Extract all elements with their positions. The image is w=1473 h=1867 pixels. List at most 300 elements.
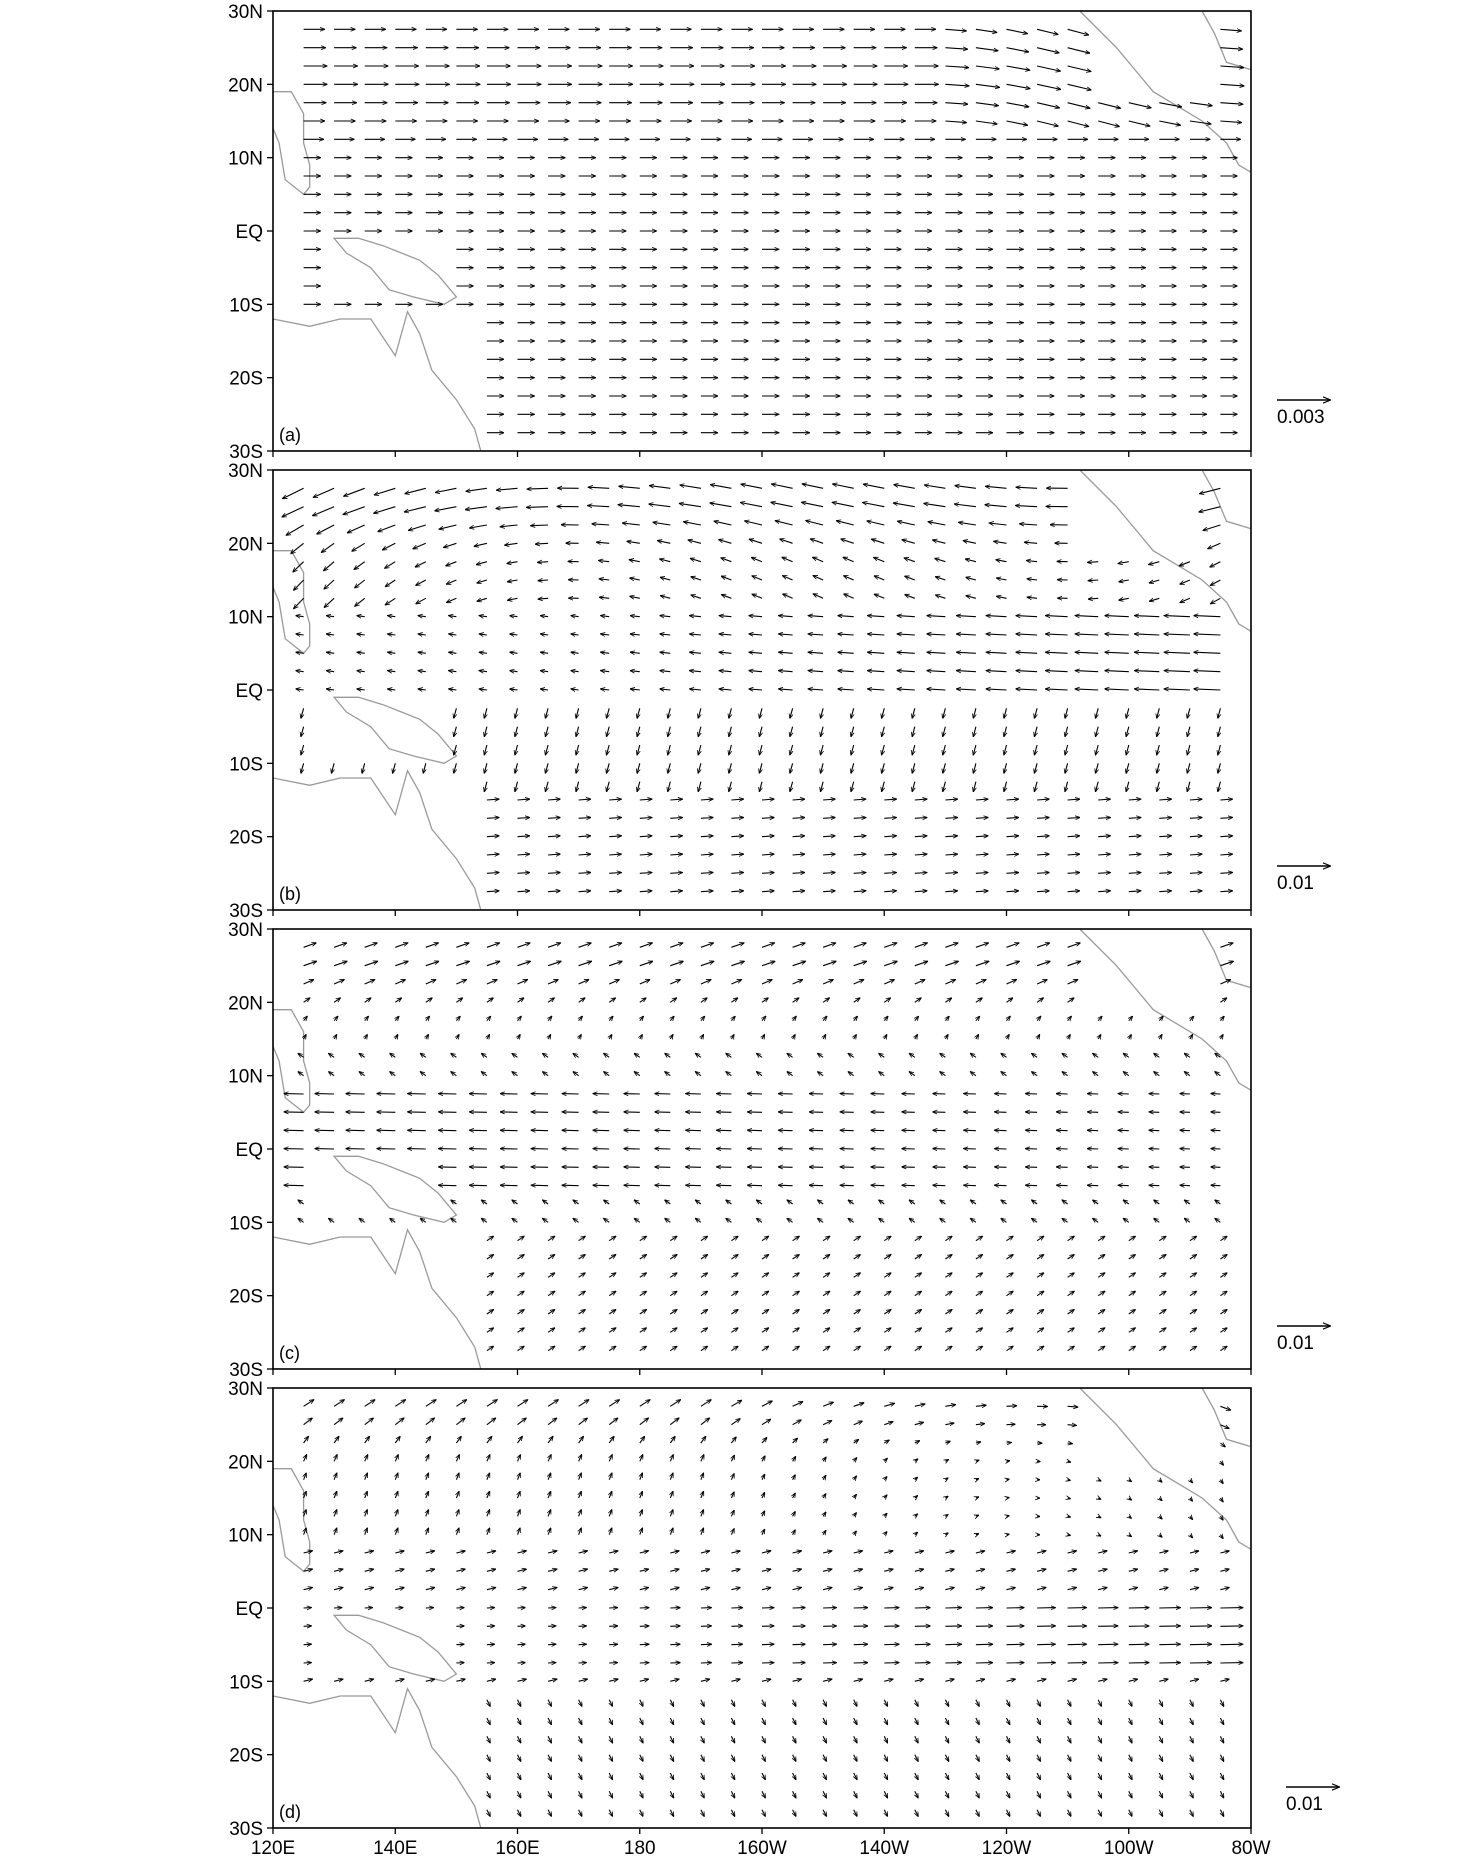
wind-vector xyxy=(640,1236,647,1240)
wind-vector xyxy=(1190,1736,1193,1743)
wind-vector xyxy=(695,1200,701,1204)
wind-vector xyxy=(418,616,426,617)
wind-vector xyxy=(418,634,426,635)
wind-vector xyxy=(731,1588,740,1590)
wind-vector xyxy=(945,1255,952,1259)
wind-vector xyxy=(884,961,897,965)
wind-vector xyxy=(897,634,915,635)
wind-vector xyxy=(479,671,487,672)
coastline-segment xyxy=(273,1230,481,1369)
wind-vector xyxy=(1098,121,1119,127)
wind-vector xyxy=(1068,1679,1077,1681)
wind-vector xyxy=(854,1236,861,1240)
wind-vector xyxy=(759,727,762,737)
wind-vector xyxy=(665,1200,671,1204)
wind-vector xyxy=(395,961,408,965)
wind-vector xyxy=(823,1328,830,1332)
wind-vector xyxy=(1220,48,1242,50)
wind-vector xyxy=(823,873,835,874)
wind-vector xyxy=(670,1418,679,1425)
wind-vector xyxy=(793,1457,796,1462)
wind-vector xyxy=(940,1218,946,1222)
wind-vector xyxy=(571,616,579,617)
wind-vector xyxy=(945,1718,948,1725)
wind-vector xyxy=(731,998,737,1002)
wind-vector xyxy=(902,1185,915,1186)
wind-vector xyxy=(793,1512,796,1517)
wind-vector xyxy=(1194,652,1221,653)
wind-vector xyxy=(439,1130,457,1131)
wind-vector xyxy=(1093,1200,1099,1204)
wind-vector xyxy=(609,799,621,800)
wind-vector xyxy=(793,1438,798,1443)
wind-vector xyxy=(1098,1035,1101,1039)
wind-vector xyxy=(945,1496,948,1498)
wind-vector xyxy=(1096,763,1099,773)
wind-vector xyxy=(854,1291,861,1295)
wind-vector xyxy=(515,763,518,773)
wind-vector xyxy=(487,1418,496,1425)
wind-vector xyxy=(515,782,518,792)
wind-vector xyxy=(444,543,457,547)
wind-vector xyxy=(1180,1185,1190,1186)
wind-vector xyxy=(731,1700,734,1707)
wind-vector xyxy=(823,1291,830,1295)
wind-vector xyxy=(518,1551,527,1553)
wind-vector xyxy=(426,1679,435,1681)
wind-vector xyxy=(762,1016,766,1020)
wind-vector xyxy=(854,1531,857,1535)
wind-vector xyxy=(1027,597,1037,598)
wind-vector xyxy=(304,998,310,1002)
wind-vector xyxy=(874,558,885,562)
wind-vector xyxy=(874,594,884,598)
wind-vector xyxy=(851,708,854,718)
wind-vector xyxy=(1190,1700,1193,1707)
wind-vector xyxy=(545,727,548,737)
wind-vector xyxy=(548,799,560,800)
wind-vector xyxy=(940,1200,946,1204)
wind-vector xyxy=(540,652,548,653)
wind-vector xyxy=(1016,671,1037,672)
wind-vector xyxy=(1098,1291,1105,1295)
wind-vector xyxy=(936,595,946,598)
wind-vector xyxy=(1123,1200,1129,1204)
wind-vector xyxy=(1154,1200,1160,1204)
wind-vector xyxy=(670,799,682,800)
wind-vector xyxy=(454,727,457,737)
wind-vector xyxy=(548,1718,551,1725)
wind-vector xyxy=(1098,1328,1105,1332)
wind-vector xyxy=(957,616,976,617)
wind-vector xyxy=(609,1588,618,1590)
wind-vector xyxy=(1187,763,1190,773)
wind-vector xyxy=(940,1072,946,1076)
wind-vector xyxy=(601,652,610,653)
wind-vector xyxy=(762,1493,765,1498)
wind-vector xyxy=(915,1035,918,1039)
wind-vector xyxy=(619,486,640,488)
wind-vector xyxy=(933,1130,946,1131)
wind-vector xyxy=(1007,799,1019,800)
wind-vector xyxy=(726,1200,732,1204)
wind-vector xyxy=(1129,1535,1132,1537)
wind-vector xyxy=(454,763,457,773)
wind-vector xyxy=(640,1035,643,1039)
wind-vector xyxy=(1007,1273,1014,1277)
wind-vector xyxy=(854,873,866,874)
wind-vector xyxy=(976,48,998,51)
wind-vector xyxy=(640,961,653,965)
wind-vector xyxy=(779,671,793,672)
wind-vector xyxy=(1129,103,1151,108)
wind-vector xyxy=(548,1510,551,1517)
wind-vector xyxy=(388,689,396,690)
wind-vector xyxy=(1068,1328,1075,1332)
wind-vector xyxy=(1190,836,1202,837)
wind-vector xyxy=(609,1528,612,1535)
wind-vector xyxy=(416,598,426,603)
wind-vector xyxy=(854,1679,863,1681)
wind-vector xyxy=(793,1016,797,1020)
wind-vector xyxy=(508,598,518,600)
wind-vector xyxy=(573,1053,579,1057)
wind-vector xyxy=(1220,1700,1223,1707)
wind-vector xyxy=(793,1530,796,1535)
wind-vector xyxy=(456,1644,464,1645)
wind-vector xyxy=(548,854,560,855)
wind-vector xyxy=(298,1218,304,1222)
coastline-segment xyxy=(273,771,481,910)
wind-vector xyxy=(665,1072,671,1076)
wind-vector xyxy=(1190,1255,1197,1259)
wind-vector xyxy=(884,1718,887,1725)
wind-vector xyxy=(915,818,927,819)
wind-vector xyxy=(298,1053,304,1057)
wind-vector xyxy=(976,1255,983,1259)
wind-vector xyxy=(576,745,579,755)
wind-vector xyxy=(630,652,640,653)
wind-vector xyxy=(426,1400,436,1407)
wind-vector xyxy=(365,1588,374,1590)
wind-vector xyxy=(609,961,622,965)
wind-vector xyxy=(609,1400,619,1407)
wind-vector xyxy=(487,1473,490,1480)
wind-vector xyxy=(640,1810,643,1817)
wind-vector xyxy=(609,1418,618,1425)
wind-vector xyxy=(304,1455,307,1462)
wind-vector xyxy=(731,1310,738,1314)
wind-vector xyxy=(670,1436,675,1443)
wind-vector xyxy=(670,1569,679,1571)
wind-vector xyxy=(579,1400,589,1407)
wind-vector xyxy=(474,543,487,546)
wind-vector xyxy=(1159,1255,1166,1259)
wind-vector xyxy=(1046,634,1068,635)
wind-vector xyxy=(1037,121,1058,126)
wind-vector xyxy=(298,1072,304,1076)
wind-vector xyxy=(1037,998,1043,1002)
wind-vector xyxy=(787,1072,793,1076)
wind-vector xyxy=(593,1185,609,1186)
wind-vector xyxy=(365,1436,370,1443)
wind-vector xyxy=(731,1736,734,1743)
wind-vector xyxy=(630,671,640,672)
wind-vector xyxy=(868,671,885,672)
wind-vector xyxy=(986,652,1006,653)
wind-vector xyxy=(622,523,639,525)
wind-vector xyxy=(1220,1236,1227,1240)
wind-vector xyxy=(540,689,548,690)
wind-vector xyxy=(670,1773,673,1780)
wind-vector xyxy=(640,1491,643,1498)
wind-vector xyxy=(1007,1791,1010,1798)
wind-vector xyxy=(787,1218,793,1222)
wind-vector xyxy=(780,539,793,543)
wind-vector xyxy=(1190,799,1202,800)
wind-vector xyxy=(1075,634,1098,635)
wind-vector xyxy=(915,1588,924,1590)
wind-vector xyxy=(802,502,824,506)
wind-vector xyxy=(1068,1810,1071,1817)
wind-vector xyxy=(1037,1035,1040,1039)
wind-vector xyxy=(945,961,958,965)
wind-vector xyxy=(1208,543,1221,548)
wind-vector xyxy=(701,1346,708,1350)
y-tick-label: 10S xyxy=(229,1213,263,1234)
wind-vector xyxy=(670,1328,677,1332)
wind-vector xyxy=(629,560,640,562)
wind-vector xyxy=(884,1477,887,1480)
wind-vector xyxy=(609,1016,613,1020)
wind-vector xyxy=(518,873,530,874)
wind-vector xyxy=(749,539,762,543)
wind-vector xyxy=(1159,1535,1162,1538)
wind-vector xyxy=(759,782,762,792)
wind-vector xyxy=(304,1400,314,1407)
wind-vector xyxy=(793,799,805,800)
wind-vector xyxy=(365,1491,368,1498)
wind-vector xyxy=(1190,1236,1197,1240)
wind-vector xyxy=(679,503,701,506)
wind-vector xyxy=(1007,1569,1016,1571)
wind-vector xyxy=(1190,1310,1197,1314)
wind-vector xyxy=(1129,1035,1132,1039)
wind-vector xyxy=(670,1291,677,1295)
wind-vector xyxy=(548,1035,551,1039)
wind-vector xyxy=(1220,121,1241,123)
wind-vector xyxy=(957,689,976,690)
wind-vector xyxy=(897,616,915,617)
wind-vector xyxy=(1220,1273,1227,1277)
wind-vector xyxy=(976,836,988,837)
wind-vector xyxy=(1105,634,1129,635)
wind-vector xyxy=(915,1441,920,1443)
wind-vector xyxy=(548,1255,555,1259)
wind-vector xyxy=(579,1035,582,1039)
wind-vector xyxy=(609,998,615,1002)
wind-vector xyxy=(1007,980,1017,984)
wind-vector xyxy=(905,576,915,580)
wind-vector xyxy=(1203,525,1220,530)
y-tick-label: 30N xyxy=(228,461,263,482)
wind-vector xyxy=(731,1569,740,1571)
wind-vector xyxy=(609,1035,612,1039)
wind-vector xyxy=(1119,598,1129,600)
wind-vector xyxy=(1001,1072,1007,1076)
wind-vector xyxy=(719,652,731,653)
wind-vector xyxy=(1016,652,1037,653)
wind-vector xyxy=(640,873,652,874)
wind-vector xyxy=(1098,1310,1105,1314)
wind-vector xyxy=(995,1130,1007,1131)
wind-vector xyxy=(548,1791,551,1798)
wind-vector xyxy=(701,1588,710,1590)
wind-vector xyxy=(945,1423,954,1425)
wind-vector xyxy=(915,1328,922,1332)
wind-vector xyxy=(945,980,955,984)
wind-vector xyxy=(976,943,989,947)
wind-vector xyxy=(456,1510,459,1517)
wind-vector xyxy=(838,634,854,635)
wind-vector xyxy=(456,1418,465,1425)
wind-vector xyxy=(282,507,304,517)
wind-vector xyxy=(915,1551,924,1553)
wind-vector xyxy=(1056,1130,1067,1131)
wind-vector xyxy=(959,522,976,525)
wind-vector xyxy=(487,1328,494,1332)
wind-vector xyxy=(823,1346,830,1350)
wind-vector xyxy=(701,873,713,874)
wind-vector xyxy=(1159,1291,1166,1295)
wind-vector xyxy=(1135,616,1160,617)
wind-vector xyxy=(1037,29,1058,34)
wind-vector xyxy=(630,689,640,690)
wind-vector xyxy=(334,1418,343,1425)
wind-vector xyxy=(884,836,896,837)
wind-vector xyxy=(1068,84,1092,90)
wind-vector xyxy=(823,1494,826,1498)
x-tick-label: 140W xyxy=(859,1838,909,1859)
wind-vector xyxy=(1159,1791,1162,1798)
wind-vector xyxy=(927,652,946,653)
wind-vector xyxy=(854,1718,857,1725)
wind-vector xyxy=(395,1455,398,1462)
wind-vector xyxy=(548,998,554,1002)
wind-vector xyxy=(518,1644,526,1645)
wind-vector xyxy=(487,1255,494,1259)
wind-vector xyxy=(579,799,591,800)
wind-vector xyxy=(1220,1588,1229,1590)
wind-vector xyxy=(1007,1479,1010,1480)
wind-vector xyxy=(854,1569,863,1571)
wind-vector xyxy=(548,1679,557,1681)
wind-vector xyxy=(390,1218,396,1222)
wind-vector xyxy=(481,1053,487,1057)
wind-vector xyxy=(1098,1016,1102,1020)
wind-vector xyxy=(1068,1273,1075,1277)
wind-vector xyxy=(599,597,609,598)
wind-vector xyxy=(1129,854,1141,855)
wind-vector xyxy=(1159,1679,1168,1681)
wind-vector xyxy=(1068,1406,1078,1407)
wind-vector xyxy=(1068,1588,1077,1590)
wind-vector xyxy=(579,943,592,947)
coastline-segment xyxy=(273,92,310,195)
wind-vector xyxy=(1164,634,1190,635)
wind-vector xyxy=(976,1291,983,1295)
wind-vector xyxy=(579,1346,586,1350)
wind-vector xyxy=(854,1346,861,1350)
wind-vector xyxy=(304,1473,307,1480)
wind-vector xyxy=(1220,943,1233,947)
wind-vector xyxy=(748,1130,763,1131)
wind-vector xyxy=(609,1291,616,1295)
wind-vector xyxy=(1129,1569,1138,1571)
wind-vector xyxy=(395,1436,400,1443)
wind-vector xyxy=(655,1185,671,1186)
wind-vector xyxy=(1068,1443,1073,1444)
wind-vector xyxy=(487,1310,494,1314)
wind-vector xyxy=(783,576,793,580)
wind-vector xyxy=(1129,873,1141,874)
wind-vector xyxy=(813,557,824,561)
wind-vector xyxy=(1068,873,1080,874)
wind-vector xyxy=(821,782,824,792)
wind-vector xyxy=(477,580,487,583)
wind-vector xyxy=(821,727,824,737)
wind-vector xyxy=(1007,1406,1017,1407)
wind-vector xyxy=(548,873,560,874)
wind-vector xyxy=(851,763,854,773)
wind-vector xyxy=(283,488,304,498)
wind-vector xyxy=(1098,1516,1101,1517)
wind-vector xyxy=(844,594,854,598)
wind-vector xyxy=(823,1644,836,1645)
wind-vector xyxy=(762,1310,769,1314)
wind-vector xyxy=(469,1185,487,1186)
wind-vector xyxy=(1190,1679,1199,1681)
wind-vector xyxy=(1190,1346,1197,1350)
wind-vector xyxy=(1068,1791,1071,1798)
wind-vector xyxy=(1159,1551,1168,1553)
wind-vector xyxy=(726,1072,732,1076)
wind-vector xyxy=(701,1755,704,1762)
wind-vector xyxy=(487,854,499,855)
wind-vector xyxy=(731,836,743,837)
wind-vector xyxy=(1032,1072,1038,1076)
wind-vector xyxy=(719,671,731,672)
wind-vector xyxy=(576,727,579,737)
wind-vector xyxy=(731,1016,735,1020)
wind-vector xyxy=(909,1218,915,1222)
wind-vector xyxy=(395,1418,404,1425)
wind-vector xyxy=(912,745,915,755)
wind-vector xyxy=(1068,943,1081,947)
wind-vector xyxy=(518,818,530,819)
wind-vector xyxy=(1190,1480,1193,1483)
wind-vector xyxy=(1105,671,1129,672)
wind-vector xyxy=(966,577,976,580)
wind-vector xyxy=(1187,708,1190,718)
wind-vector xyxy=(1068,1551,1077,1553)
wind-vector xyxy=(640,1528,643,1535)
wind-vector xyxy=(670,1551,679,1553)
wind-vector xyxy=(1157,745,1160,755)
wind-vector xyxy=(1129,1480,1132,1482)
wind-vector xyxy=(1200,488,1221,493)
wind-vector xyxy=(326,671,334,672)
